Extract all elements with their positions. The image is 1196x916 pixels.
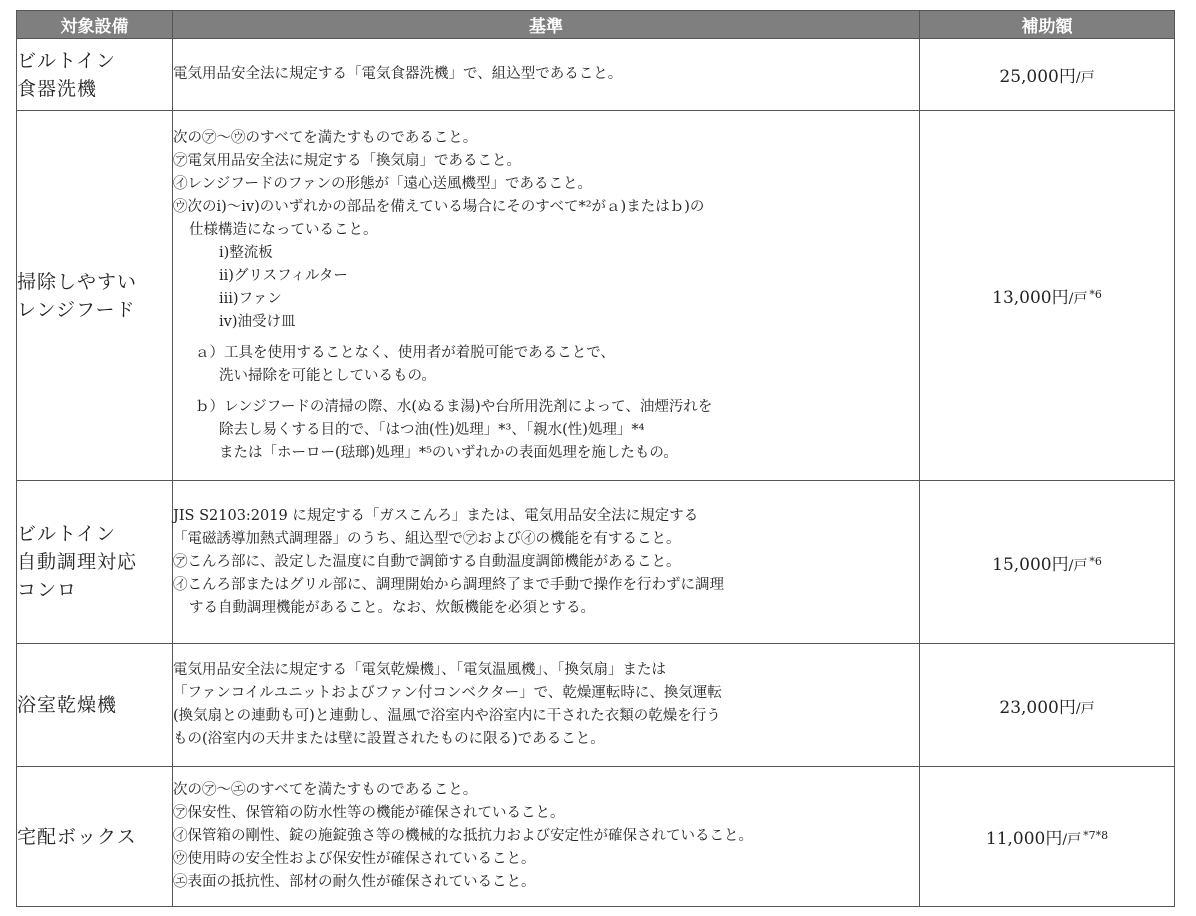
header-equipment: 対象設備 [17, 11, 173, 39]
amount-cell [920, 39, 1175, 111]
amount-unit: /戸 [1075, 70, 1095, 86]
amount-cell [920, 644, 1175, 767]
equipment-line: 自動調理対応 [17, 551, 138, 573]
subsidy-table [16, 10, 1175, 907]
criteria-line: ｂ）レンジフードの清掃の際、水(ぬるま湯)や台所用洗剤によって、油煙汚れを [195, 398, 713, 415]
table-row [17, 767, 1175, 907]
header-row [17, 11, 1175, 39]
equipment-line: ビルトイン [17, 523, 117, 545]
criteria-line: ㋑レンジフードのファンの形態が「遠心送風機型」であること。 [173, 175, 593, 192]
amount-value: 15,000円 [992, 554, 1069, 575]
criteria-line: または「ホーロー(琺瑯)処理」*⁵のいずれかの表面処理を施したもの。 [219, 444, 678, 461]
criteria-line: ㋒使用時の安全性および保安性が確保されていること。 [173, 851, 536, 867]
criteria-line: 洗い掃除を可能としているもの。 [219, 367, 436, 384]
amount-cell [920, 481, 1175, 644]
criteria-line: 電気用品安全法に規定する「電気食器洗機」で、組込型であること。 [173, 66, 623, 82]
equipment-cell [17, 39, 173, 111]
criteria-line: 次の㋐～㋓のすべてを満たすものであること。 [173, 782, 478, 798]
criteria-line: (換気扇との連動も可)と連動し、温風で浴室内や浴室内に干された衣類の乾燥を行う [173, 708, 721, 724]
amount-value: 23,000円 [999, 697, 1076, 718]
criteria-cell [173, 644, 920, 767]
criteria-cell [173, 111, 920, 481]
criteria-line: ㋑こんろ部またはグリル部に、調理開始から調理終了まで手動で操作を行わずに調理 [173, 576, 724, 593]
equipment-line: 宅配ボックス [17, 825, 137, 848]
equipment-line: レンジフード [17, 298, 136, 321]
amount-footnote: *7*8 [1083, 829, 1109, 842]
table-row [17, 111, 1175, 481]
criteria-cell [173, 481, 920, 644]
table-row [17, 644, 1175, 767]
amount-value: 25,000円 [999, 67, 1076, 87]
header-criteria: 基準 [173, 11, 920, 39]
equipment-line: 浴室乾燥機 [17, 694, 118, 716]
criteria-line: もの(浴室内の天井または壁に設置されたものに限る)であること。 [173, 731, 605, 747]
amount-cell [920, 767, 1175, 907]
criteria-cell [173, 39, 920, 111]
amount-footnote: *6 [1089, 288, 1102, 301]
criteria-line: 電気用品安全法に規定する「電気乾燥機」、「電気温風機」、「換気扇」または [173, 662, 666, 678]
amount-footnote: *6 [1089, 554, 1102, 568]
amount-cell [920, 111, 1175, 481]
criteria-line: 仕様構造になっていること。 [189, 221, 378, 238]
amount-value: 11,000円 [985, 829, 1063, 849]
amount-value: 13,000円 [992, 288, 1069, 308]
equipment-cell [17, 644, 173, 767]
criteria-line: ㋐こんろ部に、設定した温度に自動で調節する自動温度調節機能があること。 [173, 553, 681, 570]
table-row [17, 39, 1175, 111]
criteria-line: ⅱ)グリスフィルター [219, 267, 348, 284]
equipment-cell [17, 767, 173, 907]
table-row [17, 481, 1175, 644]
equipment-cell [17, 111, 173, 481]
equipment-line: 掃除しやすい [17, 270, 138, 293]
criteria-line: 「ファンコイルユニットおよびファン付コンベクター」で、乾燥運転時に、換気運転 [173, 685, 722, 701]
criteria-line: ㋐保安性、保管箱の防水性等の機能が確保されていること。 [173, 805, 565, 821]
criteria-line: ⅲ)ファン [219, 290, 282, 307]
criteria-line: 除去し易くする目的で、「はつ油(性)処理」*³、「親水(性)処理」*⁴ [219, 421, 645, 438]
equipment-line: ビルトイン [17, 49, 117, 72]
equipment-line: 食器洗機 [17, 77, 98, 100]
header-amount: 補助額 [920, 11, 1175, 39]
criteria-line: ㋓表面の抵抗性、部材の耐久性が確保されていること。 [173, 874, 536, 890]
criteria-line: ａ）工具を使用することなく、使用者が着脱可能であることで、 [195, 344, 615, 361]
criteria-line: ㋒次のⅰ)～ⅳ)のいずれかの部品を備えている場合にそのすべて*²がａ)またはｂ)の [173, 198, 705, 215]
amount-unit: /戸 [1062, 832, 1082, 848]
criteria-line: ⅳ)油受け皿 [219, 313, 296, 330]
equipment-line: コンロ [17, 579, 78, 601]
equipment-cell [17, 481, 173, 644]
criteria-line: ㋑保管箱の剛性、錠の施錠強さ等の機械的な抵抗力および安定性が確保されていること。 [173, 828, 753, 844]
amount-unit: /戸 [1068, 291, 1088, 307]
criteria-line: JIS S2103:2019 に規定する「ガスこんろ」または、電気用品安全法に規定する [173, 507, 699, 524]
criteria-line: 次の㋐～㋒のすべてを満たすものであること。 [173, 129, 478, 146]
amount-unit: /戸 [1075, 700, 1095, 717]
criteria-line: ⅰ)整流板 [219, 244, 273, 261]
criteria-line: する自動調理機能があること。なお、炊飯機能を必須とする。 [189, 599, 595, 616]
criteria-line: 「電磁誘導加熱式調理器」のうち、組込型で㋐および㋑の機能を有すること。 [173, 530, 681, 547]
criteria-line: ㋐電気用品安全法に規定する「換気扇」であること。 [173, 152, 521, 169]
amount-unit: /戸 [1068, 557, 1088, 574]
criteria-cell [173, 767, 920, 907]
